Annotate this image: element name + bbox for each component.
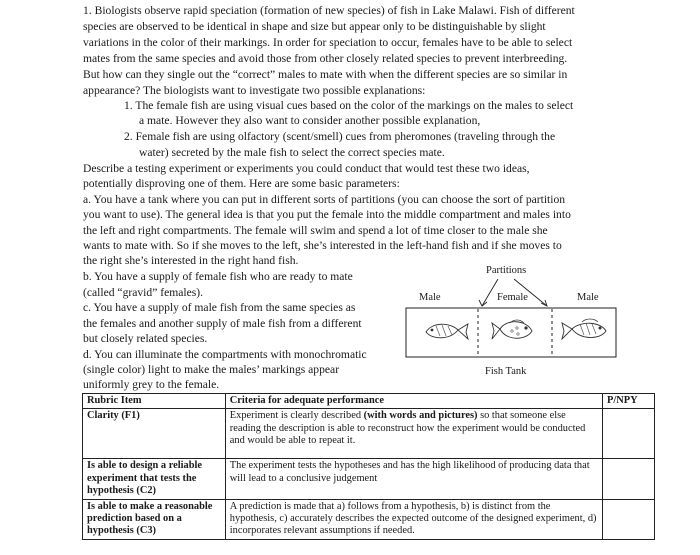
question-line: variations in the color of their markings. In order for speciation to occur, females have to be able to select (83, 36, 573, 49)
rubric-row (83, 409, 655, 459)
fish-tank-figure (402, 262, 620, 382)
question-line: But how can they single out the “correct” males to mate with when the different species are so similar in (83, 68, 568, 81)
rubric-header-criteria: Criteria for adequate performance (225, 394, 602, 409)
rubric-row (83, 459, 655, 499)
rubric-criteria: A prediction is made that a) follows from a hypothesis, b) is distinct from the hypothesis, c) accurately describes the expected outcome of the designed experiment, d) incorporates relevant assumptions if needed. (225, 499, 602, 539)
parameter-d-line: uniformly grey to the female. (83, 378, 220, 391)
explanation-2-line: water) secreted by the male fish to select the correct species mate. (139, 146, 445, 159)
female-label: Female (497, 292, 528, 303)
rubric-header-row (83, 394, 655, 409)
parameter-a-line: the left and right compartments. The female will swim and spend a lot of time closer to the male she (83, 224, 548, 237)
explanation-1-line: 1. The female fish are using visual cues based on the color of the markings on the males to select (124, 99, 574, 112)
criteria-text: so that someone else reading the description is able to reconstruct how the experiment would be conducted and would be able to repeat it. (229, 410, 586, 447)
explanation-1-line: a mate. However they also want to consider another possible explanation, (139, 114, 481, 127)
partitions-label: Partitions (486, 265, 527, 276)
rubric-criteria (225, 409, 602, 459)
parameter-a-line: the right she’s interested in the right hand fish. (83, 254, 299, 267)
rubric-item: Clarity (F1) (83, 409, 226, 459)
parameter-a-line: wants to mate with. So if she moves to the left, she’s interested in the left-hand fish and if she moves to (83, 239, 562, 252)
parameter-c-line: the females and another supply of male fish from a different (83, 317, 362, 330)
tank-outline (406, 308, 616, 357)
parameter-a-line: you want to use). The general idea is that you put the female into the middle compartment and males into (83, 208, 571, 221)
parameter-c-line: but closely related species. (83, 332, 208, 345)
tank-drawing (402, 262, 620, 362)
fish-tank-label: Fish Tank (485, 366, 527, 377)
question-line: Describe a testing experiment or experiments you could conduct that would test these two ideas, (83, 162, 530, 175)
question-line: appearance? The biologists want to investigate two possible explanations: (83, 84, 426, 97)
question-line: species are observed to be identical in shape and size but appear only to be distinguishable by slight (83, 20, 546, 33)
rubric-item: Is able to make a reasonable prediction based on a hypothesis (C3) (83, 499, 226, 539)
question-line: 1. Biologists observe rapid speciation (formation of new species) of fish in Lake Malawi. Fish of different (83, 4, 575, 17)
rubric-criteria: The experiment tests the hypotheses and has the high likelihood of producing data that will lead to a conclusive judgement (225, 459, 602, 499)
fish-icon (562, 319, 606, 339)
parameter-d-line: (single color) light to make the males’ markings appear (83, 363, 340, 376)
parameter-a-line: a. You have a tank where you can put in different sorts of partitions (you can choose the sort of partition (83, 193, 566, 206)
rubric-score-cell[interactable] (603, 499, 655, 539)
parameter-c-line: c. You have a supply of male fish from the same species as (83, 301, 356, 314)
male-left-label: Male (419, 292, 441, 303)
rubric-row (83, 499, 655, 539)
male-right-label: Male (577, 292, 599, 303)
rubric-table (82, 393, 655, 540)
partition-arrow-left (482, 279, 498, 306)
fish-icon (492, 320, 532, 339)
parameter-b-line: (called “gravid” females). (83, 286, 204, 299)
criteria-text: Experiment is clearly described (229, 410, 364, 422)
partition-arrow-right (514, 279, 547, 306)
rubric-header-score: P/NPY (603, 394, 655, 409)
criteria-emphasis: (with words and pictures) (363, 410, 478, 422)
parameter-b-line: b. You have a supply of female fish who are ready to mate (83, 270, 353, 283)
rubric-item: Is able to design a reliable experiment that tests the hypothesis (C2) (83, 459, 226, 499)
parameter-d-line: d. You can illuminate the compartments with monochromatic (83, 348, 367, 361)
rubric-score-cell[interactable] (603, 459, 655, 499)
explanation-2-line: 2. Female fish are using olfactory (scent/smell) cues from pheromones (traveling through the (124, 130, 556, 143)
question-line: potentially disproving one of them. Here are some basic parameters: (83, 177, 400, 190)
fish-icon (426, 324, 468, 339)
question-line: mates from the same species and avoid those from other closely related species to prevent interbreeding. (83, 52, 568, 65)
rubric-score-cell[interactable] (603, 409, 655, 459)
rubric-header-item: Rubric Item (83, 394, 226, 409)
